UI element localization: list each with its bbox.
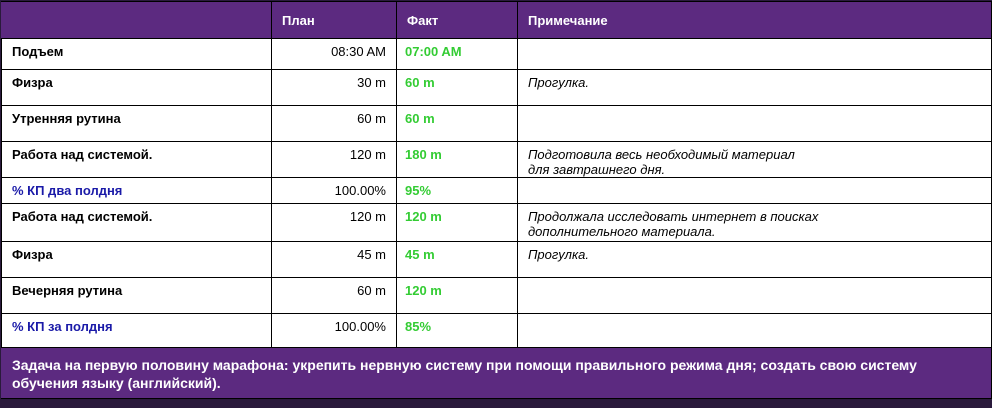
table-row (2, 178, 992, 204)
table-row (2, 314, 992, 348)
plan-cell: 100.00% (272, 314, 397, 348)
activity-cell: Утренняя рутина (2, 106, 272, 142)
note-cell (518, 178, 992, 204)
activity-cell: Физра (2, 242, 272, 278)
note-text: Прогулка. (528, 75, 589, 90)
fact-cell: 60 m (397, 106, 518, 142)
fact-cell: 180 m (397, 142, 518, 178)
activity-cell: % КП за полдня (2, 314, 272, 348)
plan-cell: 45 m (272, 242, 397, 278)
fact-cell: 95% (397, 178, 518, 204)
fact-cell: 60 m (397, 70, 518, 106)
note-cell (518, 314, 992, 348)
table-row (2, 70, 992, 106)
footer-row (2, 348, 992, 399)
plan-cell: 60 m (272, 278, 397, 314)
footer-goal-text: Задача на первую половину марафона: укрепить нервную систему при помощи правильного режима дня; создать свою систему обучения языку (английский). (2, 348, 992, 399)
table-row (2, 242, 992, 278)
note-cell (518, 142, 992, 178)
header-note: Примечание (518, 2, 992, 39)
header-row (2, 2, 992, 39)
activity-cell: Подъем (2, 39, 272, 70)
table-row (2, 106, 992, 142)
note-text: Прогулка. (528, 247, 589, 262)
table-row (2, 39, 992, 70)
fact-cell: 07:00 AM (397, 39, 518, 70)
note-text: Подготовила весь необходимый материал для завтрашнего дня. (528, 147, 795, 177)
table-body (2, 39, 992, 348)
activity-cell: Работа над системой. (2, 204, 272, 242)
activity-cell: Вечерняя рутина (2, 278, 272, 314)
plan-cell: 08:30 AM (272, 39, 397, 70)
plan-cell: 120 m (272, 204, 397, 242)
activity-cell: % КП два полдня (2, 178, 272, 204)
note-cell (518, 278, 992, 314)
note-cell (518, 242, 992, 278)
fact-cell: 45 m (397, 242, 518, 278)
header-fact: Факт (397, 2, 518, 39)
note-text: Продолжала исследовать интернет в поисках дополнительного материала. (528, 209, 819, 239)
note-cell (518, 106, 992, 142)
table-row (2, 204, 992, 242)
table-row (2, 142, 992, 178)
schedule-table (1, 1, 992, 399)
note-cell (518, 39, 992, 70)
activity-cell: Физра (2, 70, 272, 106)
note-cell (518, 70, 992, 106)
table-row (2, 278, 992, 314)
fact-cell: 120 m (397, 278, 518, 314)
header-plan: План (272, 2, 397, 39)
fact-cell: 120 m (397, 204, 518, 242)
plan-cell: 30 m (272, 70, 397, 106)
plan-cell: 120 m (272, 142, 397, 178)
header-activity (2, 2, 272, 39)
plan-cell: 60 m (272, 106, 397, 142)
activity-cell: Работа над системой. (2, 142, 272, 178)
note-cell (518, 204, 992, 242)
plan-cell: 100.00% (272, 178, 397, 204)
fact-cell: 85% (397, 314, 518, 348)
